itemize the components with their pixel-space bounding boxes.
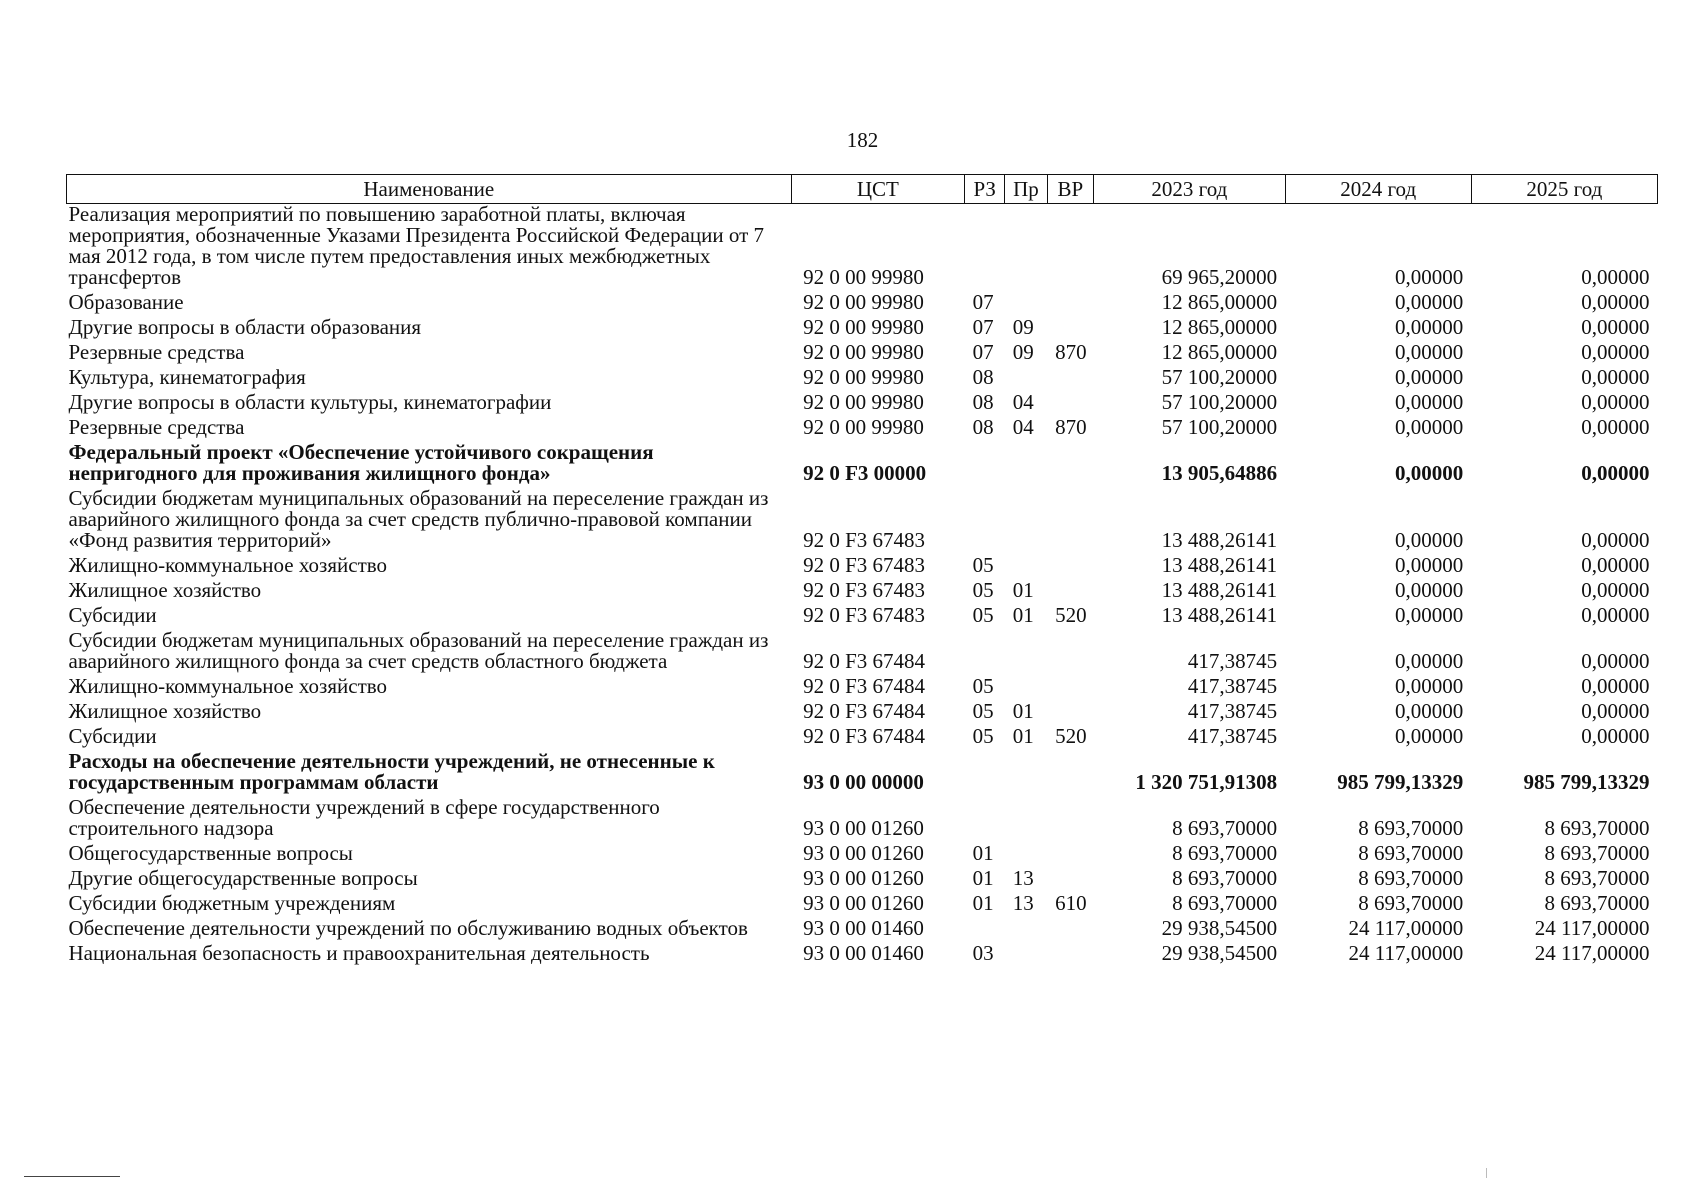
row-vr [1047, 204, 1094, 293]
header-cst: ЦСТ [791, 175, 964, 204]
row-cst: 93 0 00 01460 [803, 941, 924, 965]
table-row [67, 843, 1658, 868]
row-vr [1047, 392, 1094, 417]
row-value-2023: 8 693,70000 [1172, 866, 1278, 890]
row-name: Субсидии бюджетным учреждениям [68, 891, 396, 915]
row-value-2024: 0,00000 [1395, 674, 1464, 698]
row-rz [965, 918, 1005, 943]
row-value-2024: 0,00000 [1395, 365, 1464, 389]
row-name: Образование [68, 290, 184, 314]
table-row [67, 317, 1658, 342]
row-value-2025: 8 693,70000 [1544, 891, 1650, 915]
row-rz [965, 488, 1005, 555]
scan-artifact [1486, 1168, 1487, 1178]
header-2024: 2024 год [1285, 175, 1471, 204]
row-vr: 520 [1055, 603, 1087, 627]
row-vr [1047, 701, 1094, 726]
row-pr: 04 [1012, 415, 1034, 439]
row-vr [1047, 843, 1094, 868]
row-pr [1005, 555, 1047, 580]
page-number: 182 [846, 128, 879, 152]
row-cst: 92 0 F3 00000 [803, 461, 927, 485]
row-value-2025: 0,00000 [1581, 699, 1650, 723]
row-cst: 92 0 F3 67483 [803, 578, 926, 602]
row-value-2025: 0,00000 [1581, 461, 1650, 485]
row-rz: 05 [972, 724, 994, 748]
row-cst: 93 0 00 00000 [803, 770, 924, 794]
row-value-2025: 0,00000 [1581, 528, 1650, 552]
row-rz [965, 630, 1005, 676]
row-value-2023: 417,38745 [1187, 699, 1278, 723]
row-value-2024: 24 117,00000 [1348, 941, 1464, 965]
row-cst: 92 0 00 99980 [803, 365, 924, 389]
row-rz: 05 [972, 674, 994, 698]
row-value-2023: 69 965,20000 [1161, 265, 1278, 289]
row-rz: 01 [972, 891, 994, 915]
row-name: Культура, кинематография [68, 365, 306, 389]
row-value-2025: 0,00000 [1581, 340, 1650, 364]
row-value-2023: 13 488,26141 [1161, 528, 1278, 552]
row-rz: 07 [972, 315, 994, 339]
row-value-2023: 417,38745 [1187, 674, 1278, 698]
row-name: Жилищно-коммунальное хозяйство [68, 553, 388, 577]
row-value-2024: 0,00000 [1395, 415, 1464, 439]
row-name: Другие вопросы в области культуры, кинематографии [68, 390, 552, 414]
row-value-2025: 8 693,70000 [1544, 816, 1650, 840]
row-cst: 93 0 00 01260 [803, 891, 924, 915]
table-row [67, 392, 1658, 417]
row-name: Расходы на обеспечение деятельности учреждений, не отнесенные к государственным программам области [68, 749, 715, 794]
row-name: Федеральный проект «Обеспечение устойчивого сокращения непригодного для проживания жилищного фонда» [68, 440, 654, 485]
row-pr [1005, 442, 1047, 488]
row-pr: 13 [1012, 891, 1034, 915]
row-cst: 93 0 00 01260 [803, 816, 924, 840]
row-vr [1047, 367, 1094, 392]
row-value-2025: 0,00000 [1581, 578, 1650, 602]
row-rz: 07 [972, 340, 994, 364]
row-value-2023: 57 100,20000 [1161, 415, 1278, 439]
row-value-2024: 0,00000 [1395, 528, 1464, 552]
row-value-2023: 12 865,00000 [1161, 340, 1278, 364]
table-row [67, 630, 1658, 676]
budget-table [66, 174, 1658, 968]
row-value-2023: 13 488,26141 [1161, 553, 1278, 577]
row-value-2025: 0,00000 [1581, 724, 1650, 748]
table-row [67, 893, 1658, 918]
row-value-2023: 417,38745 [1187, 724, 1278, 748]
row-value-2023: 13 905,64886 [1161, 461, 1278, 485]
row-vr [1047, 676, 1094, 701]
row-value-2023: 57 100,20000 [1161, 365, 1278, 389]
row-vr: 520 [1055, 724, 1087, 748]
row-pr [1005, 751, 1047, 797]
header-pr: Пр [1005, 175, 1047, 204]
row-value-2025: 0,00000 [1581, 265, 1650, 289]
row-vr [1047, 751, 1094, 797]
row-value-2023: 13 488,26141 [1161, 578, 1278, 602]
row-value-2024: 0,00000 [1395, 340, 1464, 364]
row-rz: 08 [972, 390, 994, 414]
footer-rule [24, 1176, 120, 1177]
row-vr [1047, 580, 1094, 605]
table-row [67, 580, 1658, 605]
row-rz [965, 442, 1005, 488]
row-cst: 92 0 F3 67484 [803, 724, 926, 748]
header-vr: ВР [1047, 175, 1094, 204]
row-pr: 01 [1012, 603, 1034, 627]
row-cst: 92 0 00 99980 [803, 315, 924, 339]
row-vr: 610 [1055, 891, 1087, 915]
row-vr [1047, 442, 1094, 488]
table-row [67, 943, 1658, 968]
row-name: Субсидии [68, 603, 157, 627]
row-vr [1047, 797, 1094, 843]
row-rz: 07 [972, 290, 994, 314]
row-vr: 870 [1055, 415, 1087, 439]
row-name: Субсидии бюджетам муниципальных образований на переселение граждан из аварийного жилищного фонда за счет средств областного бюджета [68, 628, 769, 673]
row-vr [1047, 943, 1094, 968]
row-rz: 05 [972, 553, 994, 577]
row-pr [1005, 630, 1047, 676]
row-pr [1005, 943, 1047, 968]
row-value-2025: 8 693,70000 [1544, 866, 1650, 890]
row-value-2024: 0,00000 [1395, 649, 1464, 673]
row-name: Общегосударственные вопросы [68, 841, 353, 865]
row-value-2024: 24 117,00000 [1348, 916, 1464, 940]
row-value-2024: 985 799,13329 [1337, 770, 1464, 794]
row-value-2025: 985 799,13329 [1523, 770, 1650, 794]
row-value-2025: 8 693,70000 [1544, 841, 1650, 865]
row-value-2023: 8 693,70000 [1172, 841, 1278, 865]
row-value-2024: 0,00000 [1395, 461, 1464, 485]
row-name: Резервные средства [68, 340, 245, 364]
row-name: Обеспечение деятельности учреждений по обслуживанию водных объектов [68, 916, 748, 940]
row-value-2025: 0,00000 [1581, 290, 1650, 314]
row-value-2024: 8 693,70000 [1358, 841, 1464, 865]
row-value-2025: 0,00000 [1581, 315, 1650, 339]
row-value-2023: 12 865,00000 [1161, 315, 1278, 339]
row-vr [1047, 555, 1094, 580]
row-vr [1047, 488, 1094, 555]
row-name: Другие вопросы в области образования [68, 315, 422, 339]
row-value-2023: 12 865,00000 [1161, 290, 1278, 314]
row-pr [1005, 488, 1047, 555]
row-value-2023: 8 693,70000 [1172, 891, 1278, 915]
row-pr [1005, 292, 1047, 317]
header-rz: РЗ [965, 175, 1005, 204]
row-pr: 01 [1012, 699, 1034, 723]
row-value-2023: 29 938,54500 [1161, 941, 1278, 965]
row-vr: 870 [1055, 340, 1087, 364]
table-row [67, 488, 1658, 555]
table-row [67, 367, 1658, 392]
table-row [67, 868, 1658, 893]
row-value-2023: 57 100,20000 [1161, 390, 1278, 414]
row-name: Обеспечение деятельности учреждений в сфере государственного строительного надзора [68, 795, 660, 840]
header-name: Наименование [67, 175, 792, 204]
row-vr [1047, 918, 1094, 943]
row-cst: 92 0 00 99980 [803, 415, 924, 439]
row-value-2024: 0,00000 [1395, 724, 1464, 748]
row-value-2024: 8 693,70000 [1358, 866, 1464, 890]
table-row [67, 555, 1658, 580]
row-rz: 01 [972, 841, 994, 865]
table-row [67, 918, 1658, 943]
row-value-2024: 0,00000 [1395, 553, 1464, 577]
row-cst: 93 0 00 01460 [803, 916, 924, 940]
row-value-2024: 0,00000 [1395, 265, 1464, 289]
row-name: Резервные средства [68, 415, 245, 439]
row-value-2025: 0,00000 [1581, 649, 1650, 673]
row-value-2025: 0,00000 [1581, 415, 1650, 439]
row-pr [1005, 797, 1047, 843]
row-cst: 92 0 F3 67483 [803, 553, 926, 577]
table-row [67, 605, 1658, 630]
row-name: Жилищно-коммунальное хозяйство [68, 674, 388, 698]
row-vr [1047, 630, 1094, 676]
row-name: Национальная безопасность и правоохранительная деятельность [68, 941, 650, 965]
row-pr: 09 [1012, 340, 1034, 364]
row-value-2024: 0,00000 [1395, 290, 1464, 314]
table-body [67, 204, 1658, 969]
table-row [67, 751, 1658, 797]
row-vr [1047, 292, 1094, 317]
row-value-2023: 13 488,26141 [1161, 603, 1278, 627]
row-vr [1047, 317, 1094, 342]
table-row [67, 701, 1658, 726]
row-cst: 93 0 00 01260 [803, 841, 924, 865]
row-rz [965, 204, 1005, 293]
row-pr [1005, 367, 1047, 392]
row-value-2025: 24 117,00000 [1534, 916, 1650, 940]
row-cst: 92 0 F3 67483 [803, 528, 926, 552]
row-rz: 05 [972, 603, 994, 627]
row-pr [1005, 918, 1047, 943]
row-cst: 92 0 F3 67484 [803, 649, 926, 673]
row-value-2023: 29 938,54500 [1161, 916, 1278, 940]
row-value-2023: 1 320 751,91308 [1135, 770, 1278, 794]
row-rz: 08 [972, 365, 994, 389]
row-rz [965, 751, 1005, 797]
row-name: Субсидии бюджетам муниципальных образований на переселение граждан из аварийного жилищного фонда за счет средств публично-правовой компании «Фонд развития территорий» [68, 486, 769, 552]
row-cst: 92 0 F3 67483 [803, 603, 926, 627]
row-vr [1047, 868, 1094, 893]
row-name: Субсидии [68, 724, 157, 748]
row-cst: 92 0 F3 67484 [803, 699, 926, 723]
table-row [67, 417, 1658, 442]
row-name: Жилищное хозяйство [68, 578, 262, 602]
row-value-2024: 0,00000 [1395, 699, 1464, 723]
row-name: Жилищное хозяйство [68, 699, 262, 723]
row-value-2025: 0,00000 [1581, 553, 1650, 577]
row-pr: 13 [1012, 866, 1034, 890]
row-pr: 09 [1012, 315, 1034, 339]
row-value-2024: 0,00000 [1395, 578, 1464, 602]
row-rz: 08 [972, 415, 994, 439]
row-pr [1005, 676, 1047, 701]
row-rz: 05 [972, 578, 994, 602]
row-value-2024: 8 693,70000 [1358, 816, 1464, 840]
row-rz [965, 797, 1005, 843]
row-value-2025: 24 117,00000 [1534, 941, 1650, 965]
row-rz: 03 [972, 941, 994, 965]
row-value-2025: 0,00000 [1581, 390, 1650, 414]
row-value-2024: 8 693,70000 [1358, 891, 1464, 915]
row-value-2025: 0,00000 [1581, 674, 1650, 698]
row-rz: 01 [972, 866, 994, 890]
row-cst: 92 0 00 99980 [803, 290, 924, 314]
table-row [67, 204, 1658, 293]
table-row [67, 342, 1658, 367]
header-2023: 2023 год [1094, 175, 1285, 204]
row-cst: 92 0 00 99980 [803, 265, 924, 289]
row-cst: 92 0 00 99980 [803, 340, 924, 364]
row-value-2025: 0,00000 [1581, 365, 1650, 389]
row-pr: 01 [1012, 578, 1034, 602]
row-value-2023: 8 693,70000 [1172, 816, 1278, 840]
table-header [67, 175, 1658, 204]
row-pr [1005, 843, 1047, 868]
row-cst: 92 0 F3 67484 [803, 674, 926, 698]
table-row [67, 797, 1658, 843]
row-value-2025: 0,00000 [1581, 603, 1650, 627]
table-row [67, 442, 1658, 488]
row-name: Реализация мероприятий по повышению заработной платы, включая мероприятия, обозначенные Указами Президента Российской Федерации от 7 мая 2012 года, в том числе путем предоставления иных межбюджетных трансфертов [68, 202, 765, 289]
row-name: Другие общегосударственные вопросы [68, 866, 418, 890]
row-value-2023: 417,38745 [1187, 649, 1278, 673]
row-value-2024: 0,00000 [1395, 603, 1464, 627]
table-row [67, 676, 1658, 701]
row-value-2024: 0,00000 [1395, 315, 1464, 339]
row-rz: 05 [972, 699, 994, 723]
row-pr: 04 [1012, 390, 1034, 414]
row-cst: 93 0 00 01260 [803, 866, 924, 890]
row-value-2024: 0,00000 [1395, 390, 1464, 414]
row-pr: 01 [1012, 724, 1034, 748]
table-row [67, 726, 1658, 751]
row-cst: 92 0 00 99980 [803, 390, 924, 414]
table-row [67, 292, 1658, 317]
header-2025: 2025 год [1471, 175, 1657, 204]
row-pr [1005, 204, 1047, 293]
